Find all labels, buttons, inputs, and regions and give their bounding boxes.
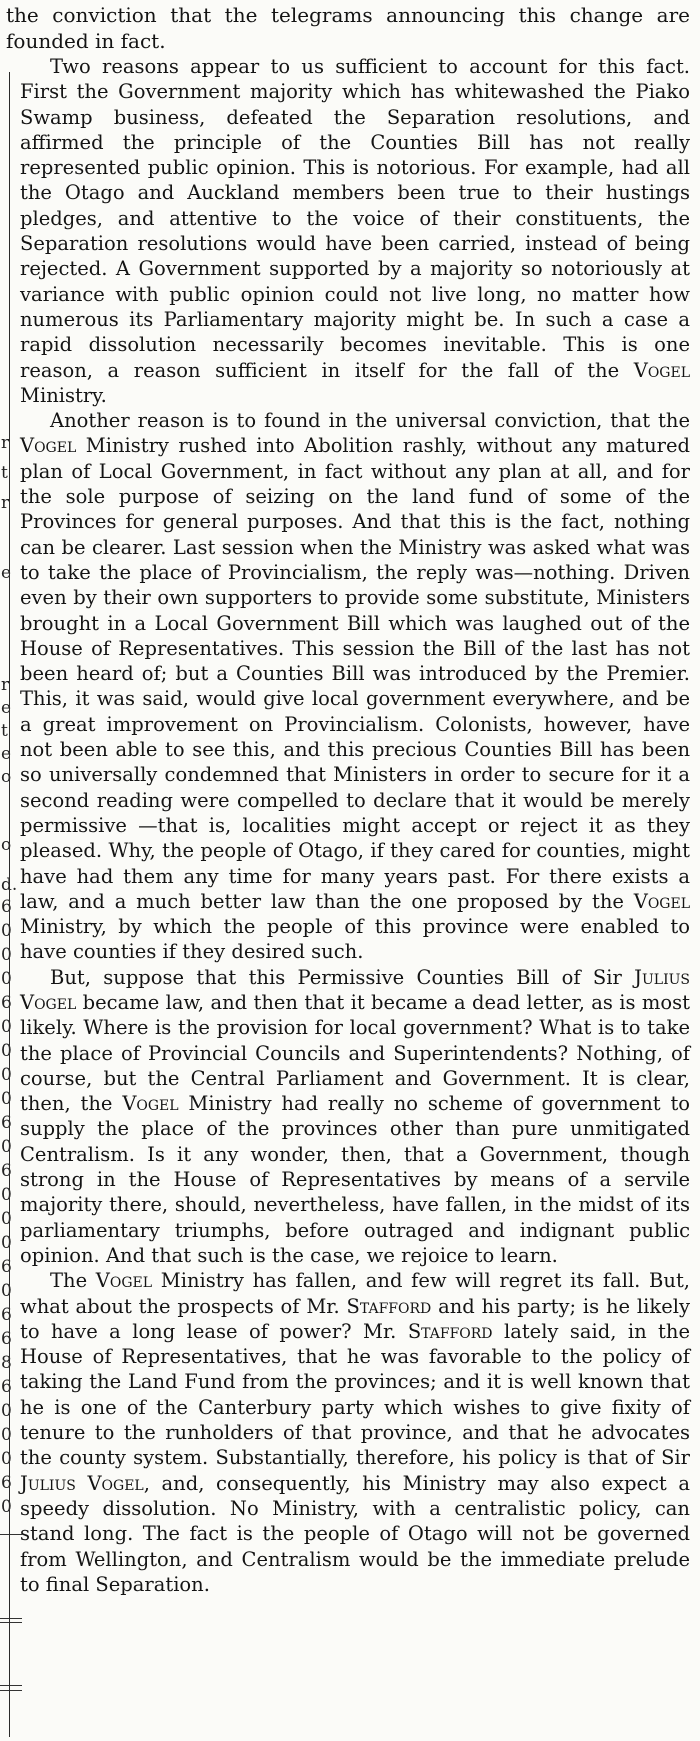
margin-fragment: 0 [1, 1281, 12, 1301]
paragraph-4: The Vogel Ministry has fallen, and few will regret its fall. But, what about the prospects of Mr. Stafford and his party; is he likely to have a long lease of power? Mr. Stafford lately said, in the House of Representatives, that he was favorable to the policy of taking the Land Fund from the provinces; and it is well known that he is one of the Canterbury party which wishes to give fixity of tenure to the runholders of that province, and that he advocates the county system. Substantially, therefore, his policy is that of Sir Julius Vogel, and, consequently, his Ministry may also expect a speedy dissolution. No Ministry, with a centralistic policy, can stand long. The fact is the people of Otago will not be governed from Wellington, and Centralism would be the immediate prelude to final Separation. [20, 1269, 690, 1596]
margin-fragment: 0 [1, 1497, 12, 1517]
name-julius-vogel: Julius Vogel [20, 965, 691, 1014]
margin-fragment: r [1, 675, 10, 695]
margin-fragment: 0 [1, 1041, 12, 1061]
margin-fragment: e [1, 563, 12, 583]
lead-text: the conviction that the telegrams announcing this change are founded in fact. [6, 3, 690, 53]
margin-fragment: 6 [1, 1377, 12, 1397]
margin-fragment: 6 [1, 1329, 12, 1349]
article-column [20, 54, 690, 1597]
name-vogel: Vogel [633, 358, 691, 382]
margin-rule-mark [0, 1618, 22, 1619]
margin-fragment: r [1, 433, 10, 453]
name-vogel: Vogel [122, 1092, 179, 1116]
margin-fragment: 0 [1, 1089, 12, 1109]
margin-fragment: 0 [1, 945, 12, 965]
margin-fragment: e [1, 698, 12, 718]
left-margin-fragments [0, 0, 18, 1741]
margin-fragment: r [1, 493, 10, 513]
margin-fragment: 0 [1, 1209, 12, 1229]
margin-fragment: t [1, 463, 8, 483]
margin-fragment: 0 [1, 1233, 12, 1253]
paragraph-3: But, suppose that this Permissive Counties Bill of Sir Julius Vogel became law, and then that it became a dead letter, as is most likely. Where is the provision for local government? What is to take the place of Provincial Councils and Superintendents? Nothing, of course, but the Central Parliament and Government. It is clear, then, the Vogel Ministry had really no scheme of government to supply the place of the provinces other than pure unmitigated Centralism. Is it any wonder, then, that a Government, though strong in the House of Representatives by means of a servile majority there, should, nevertheless, have fallen, in the midst of its parliamentary triumphs, before outraged and indignant public opinion. And that such is the case, we rejoice to learn. [20, 965, 691, 1267]
margin-rule-mark [0, 1534, 22, 1535]
margin-fragment: 6 [1, 1161, 12, 1181]
margin-fragment: 6 [1, 897, 12, 917]
margin-fragment: 6 [1, 1473, 12, 1493]
margin-fragment: 0 [1, 1185, 12, 1205]
margin-fragment: 8 [1, 1353, 12, 1373]
margin-fragment: 0 [1, 1017, 12, 1037]
paragraph-1: Two reasons appear to us sufficient to account for this fact. First the Government majority which has whitewashed the Piako Swamp business, defeated the Separation resolutions, and affirmed the principle of the Counties Bill has not really represented public opinion. This is notorious. For example, had all the Otago and Auckland members been true to their hustings pledges, and attentive to the voice of their constituents, the Separation resolutions would have been carried, instead of being rejected. A Government supported by a majority so notoriously at variance with public opinion could not live long, no matter how numerous its Parliamentary majority might be. In such a case a rapid dissolution necessarily becomes inevitable. This is one reason, a reason sufficient in itself for the fall of the Vogel Ministry. [20, 55, 691, 407]
margin-fragment: 0 [1, 1449, 12, 1469]
margin-fragment: o [1, 835, 12, 855]
margin-fragment: 0 [1, 1065, 12, 1085]
margin-fragment: 6 [1, 993, 12, 1013]
name-julius-vogel: Julius Vogel [20, 1471, 144, 1495]
margin-fragment: o [1, 767, 12, 787]
margin-fragment: t [1, 721, 8, 741]
column-rule [9, 72, 10, 1737]
margin-fragment: 0 [1, 1425, 12, 1445]
margin-fragment: 0 [1, 1401, 12, 1421]
name-vogel: Vogel [633, 889, 691, 913]
margin-rule-mark [0, 1685, 22, 1686]
margin-fragment: 0 [1, 969, 12, 989]
margin-fragment: 0 [1, 921, 12, 941]
name-vogel: Vogel [20, 434, 77, 458]
margin-fragment: 0 [1, 1137, 12, 1157]
margin-fragment: 6 [1, 1257, 12, 1277]
margin-rule-mark [0, 1690, 22, 1691]
margin-fragment: 6 [1, 1305, 12, 1325]
margin-fragment: 6 [1, 1113, 12, 1133]
margin-fragment: d. [1, 875, 18, 895]
name-stafford: Stafford [346, 1294, 432, 1318]
margin-rule-mark [0, 1622, 22, 1623]
margin-fragment: e [1, 744, 12, 764]
name-stafford: Stafford [407, 1319, 493, 1343]
name-vogel: Vogel [95, 1269, 153, 1293]
paragraph-2: Another reason is to found in the universal conviction, that the Vogel Ministry rushed into Abolition rashly, without any matured plan of Local Government, in fact without any plan at all, and for the sole purpose of seizing on the land fund of some of the Provinces for general purposes. And that this is the fact, nothing can be clearer. Last session when the Ministry was asked what was to take the place of Provincialism, the reply was—nothing. Driven even by their own supporters to provide some substitute, Ministers brought in a Local Government Bill which was laughed out of the House of Representatives. This session the Bill of the last has not been heard of; but a Counties Bill was introduced by the Premier. This, it was said, would give local government everywhere, and be a great improvement on Provincialism. Colonists, however, have not been able to see this, and this precious Counties Bill has been so universally condemned that Ministers in order to secure for it a second reading were compelled to declare that it would be merely permissive —that is, localities might accept or reject it as they pleased. Why, the people of Otago, if they cared for counties, might have had them any time for many years past. For there exists a law, and a much better law than the one proposed by the Vogel Ministry, by which the people of this province were enabled to have counties if they desired such. [20, 409, 691, 964]
